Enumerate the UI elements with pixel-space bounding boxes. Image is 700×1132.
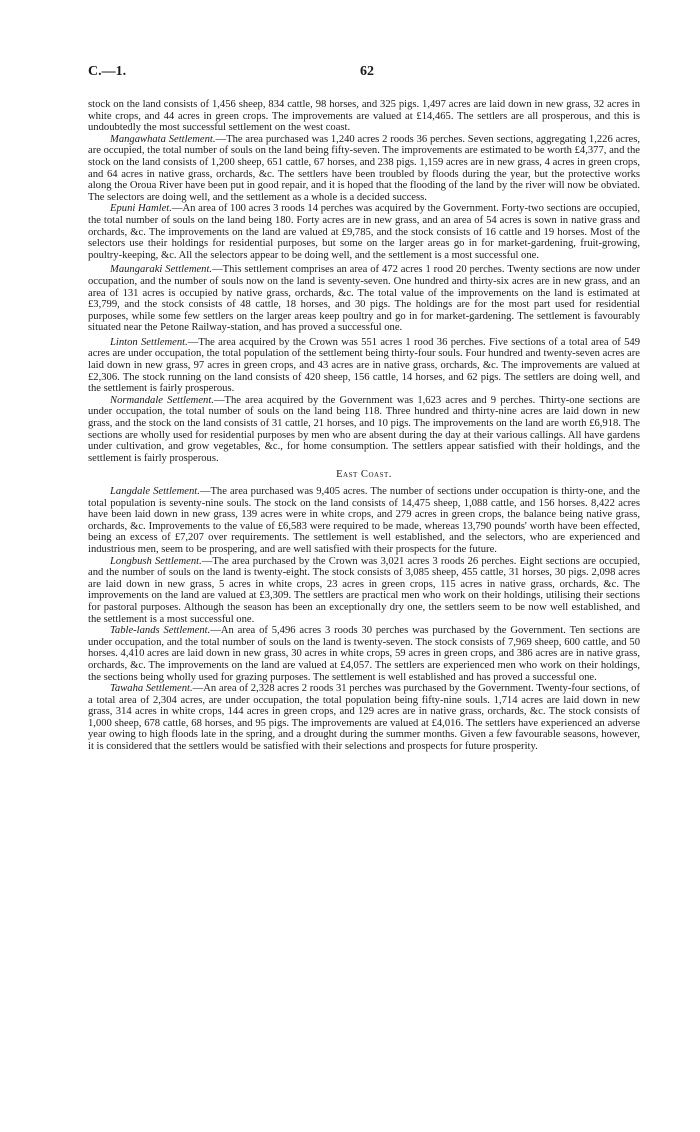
- paragraph-maungaraki: Maungaraki Settlement.—This settlement comprises an area of 472 acres 1 rood 20 perches. Twenty sections are now under occupation, and the number of souls now on the land is seventy-seven. One hundred and thirty-six acres are in new grass, and an area of 131 acres is occupied by native grass, orchards, &c. The total value of the improvements on the land is estimated at £3,799, and the stock consists of 48 cattle, 18 horses, and 30 pigs. The holdings are for the most part used for residential purposes, while some few settlers on the larger areas keep poultry and go in for market-gardening. The settlement is favourably situated near the Petone Railway-station, and has proved a successful one.: [88, 264, 640, 334]
- paragraph-epuni: Epuni Hamlet.—An area of 100 acres 3 roods 14 perches was acquired by the Government. Forty-two sections are occupied, the total number of souls on the land being 180. Forty acres are in new grass, and an area of 54 acres is sown in native grass and orchards, &c. The improvements on the land are valued at £9,785, and the stock consists of 16 cattle and 19 horses. Most of the selectors use their holdings for residential purposes, but some on the larger areas go in for market-gardening, fruit-growing, poultry-keeping, &c. All the selectors appear to be doing well, and the settlement is a most successful one.: [88, 203, 640, 261]
- paragraph-table-lands: Table-lands Settlement.—An area of 5,496 acres 3 roods 30 perches was purchased by the Government. Ten sections are under occupation, and the total number of souls on the land is twenty-seven. The stock consists of 7,969 sheep, 600 cattle, and 50 horses. 4,410 acres are laid down in new grass, 30 acres in white crops, 59 acres in green crops, and 386 acres are in native grass, orchards, &c. The improvements on the land are valued at £4,057. The settlers are experienced men who work on their holdings, the sections being wholly used for grazing purposes. The settlement is well established and has proved a successful one.: [88, 625, 641, 683]
- settlement-title: Maungaraki Settlement.: [110, 264, 213, 276]
- settlement-title: Langdale Settlement.: [110, 486, 200, 497]
- paragraph-mangawhata: Mangawhata Settlement.—The area purchased was 1,240 acres 2 roods 36 perches. Seven sections, aggregating 1,226 acres, are occupied, the total number of souls on the land being fifty-seven. The improvements are estimated to be worth £4,377, and the stock on the land consists of 1,200 sheep, 651 cattle, 67 horses, and 238 pigs. 1,159 acres are in new grass, 4 acres in green crops, and 64 acres in native grass, orchards, &c. The settlers have been troubled by floods during the year, but the protective works along the Oroua River have been put in good repair, and it is hoped that the flooding of the land by the river will now be obviated. The selectors are doing well, and the settlement as a whole is a decided success.: [88, 133, 640, 203]
- page-number: 62: [360, 64, 374, 79]
- settlement-title: Normandale Settlement.: [110, 394, 214, 406]
- settlement-title: Longbush Settlement.: [110, 555, 202, 567]
- section-heading: East Coast.: [336, 469, 392, 481]
- paragraph-longbush: Longbush Settlement.—The area purchased by the Crown was 3,021 acres 3 roods 26 perches. Eight sections are occupied, and the number of souls on the land is twenty-eight. The stock consists of 3,085 sheep, 455 cattle, 31 horses, 30 pigs. 2,098 acres are laid down in new grass, 5 acres in white crops, 23 acres in green crops, 115 acres in native grass, orchards, &c. The improvements on the land are valued at £3,309. The settlers are practical men who work on their holdings, utilising their sections for pastoral purposes. Although the season has been an exceptionally dry one, the settlers seem to be now well established, and the settlement is a most successful one.: [88, 555, 640, 625]
- paragraph: stock on the land consists of 1,456 sheep, 834 cattle, 98 horses, and 325 pigs. 1,497 acres are laid down in new grass, 32 acres in white crops, and 44 acres in green crops. The improvements are valued at £14,465. The settlers are all prosperous, and this is undoubtedly the most successful settlement on the west coast.: [88, 99, 640, 134]
- paragraph-langdale: Langdale Settlement.—The area purchased was 9,405 acres. The number of sections under occupation is thirty-one, and the total population is seventy-nine souls. The stock on the land consists of 14,475 sheep, 1,088 cattle, and 156 horses. 8,422 acres have been laid down in new grass, 139 acres were in white crops, and 279 acres in green crops, the balance being native grass, orchards, &c. Improvements to the value of £6,583 were required to be made, whereas 13,790 pounds' worth have been effected, being an excess of £7,207 over requirements. The settlement is well established, and the selectors, who are experienced and industrious men, seem to be prospering, and are well satisfied with their prospects for the future.: [88, 486, 640, 555]
- settlement-title: Linton Settlement.: [110, 336, 188, 348]
- paragraph-tawaha: Tawaha Settlement.—An area of 2,328 acres 2 roods 31 perches was purchased by the Government. Twenty-four sections, of a total area of 2,304 acres, are under occupation, the total population being fifty-nine souls. 1,714 acres are laid down in new grass, 314 acres in white crops, 144 acres in green crops, and 129 acres are in native grass, orchards, &c. The stock consists of 1,000 sheep, 678 cattle, 68 horses, and 95 pigs. The improvements are valued at £4,016. The settlers have experienced an adverse year owing to high floods late in the spring, and a drought during the summer months. Given a few favourable seasons, however, it is considered that the settlers would be satisfied with their selections and prospects for future prosperity.: [88, 683, 641, 753]
- page-header: [88, 64, 644, 84]
- paragraph-normandale: Normandale Settlement.—The area acquired by the Government was 1,623 acres and 9 perches. Thirty-one sections are under occupation, the total number of souls on the land being 118. Three hundred and thirty-nine acres are laid down in new grass, and the stock on the land consists of 31 cattle, 21 horses, and 10 pigs. The improvements on the land are worth £6,918. The sections are wholly used for residential purposes by men who are absent during the day at their various callings. All have gardens under cultivation, and grow vegetables, &c., for home consumption. The settlers appear satisfied with their holdings, and the settlement is fairly prosperous.: [88, 394, 640, 464]
- page-body: [88, 99, 640, 753]
- settlement-title: Tawaha Settlement.: [110, 683, 193, 695]
- settlement-title: Epuni Hamlet.: [110, 203, 172, 215]
- settlement-title: Table-lands Settlement.: [110, 625, 211, 637]
- document-reference: C.—1.: [88, 64, 127, 79]
- paragraph-linton: Linton Settlement.—The area acquired by the Crown was 551 acres 1 rood 36 perches. Five sections of a total area of 549 acres are under occupation, the total population of the settlement being thirty-four souls. Four hundred and twenty-seven acres are laid down in new grass, 97 acres in green crops, and 43 acres are in native grass, orchards, &c. The improvements are valued at £2,306. The stock running on the land consists of 420 sheep, 156 cattle, 14 horses, and 62 pigs. The settlers are doing well, and the settlement is fairly prosperous.: [88, 336, 641, 395]
- settlement-title: Mangawhata Settlement.: [110, 133, 216, 145]
